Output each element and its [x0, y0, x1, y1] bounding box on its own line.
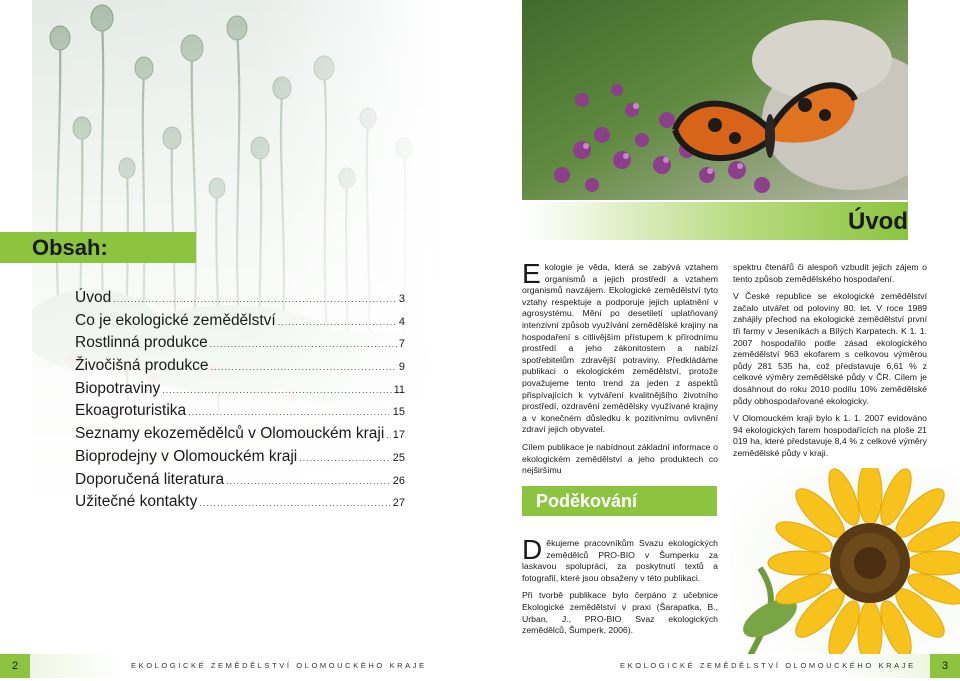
toc-item-label: Seznamy ekozemědělců v Olomouckém kraji	[75, 425, 385, 443]
toc-item-page: 9	[398, 361, 405, 374]
intro-paragraph-4: V České republice se ekologické zemědělství začalo utvářet od poloviny 80. let. V roce 1989 zahájily přechod na ekologické zemědělství první tři farmy v Jeseníkách a Bílých Karpatech. K 1. 1. 2007 hospodařilo podle zásad ekologického zemědělství 963 ekofarem s celkovou výměrou půdy 281 535 ha, což představuje 6,61 % z celkové výměry zemědělské půdy v ČR. Cílem je dosáhnout do roku 2010 podílu 10% zemědělské půdy obhospodařované ekologicky.	[733, 291, 927, 406]
toc-item-page: 4	[398, 315, 405, 328]
toc-leader-dots	[299, 453, 390, 463]
toc-item-label: Živočišná produkce	[75, 357, 209, 375]
toc-leader-dots	[113, 294, 397, 304]
toc-leader-dots	[210, 339, 397, 349]
toc-item[interactable]	[75, 402, 405, 425]
toc-leader-dots	[386, 430, 390, 440]
thanks-paragraph-2: Při tvorbě publikace bylo čerpáno z učebnice Ekologické zemědělství v praxi (Šarapatka, B., Urban, J., PRO-BIO Svaz ekologických zemědělců, Šumperk, 2006).	[522, 590, 718, 636]
intro-column-2	[733, 262, 927, 466]
intro-paragraph-2: Cílem publikace je nabídnout základní informace o ekologickém zemědělství a jeho produktech co nejširšímu	[522, 441, 718, 476]
toc-item[interactable]	[75, 425, 405, 448]
toc-item-page: 7	[398, 338, 405, 351]
sunflower-photo	[730, 468, 960, 656]
toc-leader-dots	[188, 407, 391, 417]
toc-leader-dots	[199, 498, 390, 508]
intro-text: kologie je věda, která se zabývá vztahem organismů a jejich prostředí a vztahem organismů navzájem. Ekologické zemědělství tyto vztahy respektuje a podporuje jejich uplatnění v agrosystému. Mění po desetiletí uplatňovaný intenzivní způsob využívání zemědělské krajiny na hospodaření s citlivějším přístupem k přírodnímu prostředí a jeho zákonitostem a nabízí spotřebitelům zdravější potraviny. Předkládáme publikaci o ekologickém zemědělství, protože považujeme tento trend za jeden z aspektů přispívajících k vytváření kvalitnějšího životního prostředí, ozdravění zemědělsky využívané krajiny a v konečném důsledku k pozitivnímu ovlivnění zdraví jejich obyvatel.	[522, 262, 718, 435]
toc-item-page: 11	[393, 383, 405, 396]
toc-item-page: 15	[392, 406, 405, 419]
toc-item[interactable]	[75, 357, 405, 380]
toc-leader-dots	[211, 362, 397, 372]
intro-paragraph-3: spektru čtenářů či alespoň vzbudit jejich zájem o tento způsob zemědělského hospodaření.	[733, 262, 927, 284]
page-number-left: 2	[0, 654, 30, 678]
toc-item[interactable]	[75, 380, 405, 403]
thanks-text: ěkujeme pracovníkům Svazu ekologických zemědělců PRO-BIO v Šumperku za laskavou spolupráci, za poskytnutí textů a fotografií, které jsou obsaženy v této publikaci.	[522, 538, 718, 583]
toc-item-page: 26	[392, 474, 405, 487]
thanks-column	[522, 534, 718, 643]
thanks-title: Poděkování	[536, 491, 638, 511]
toc-item-page: 3	[398, 293, 405, 305]
toc-item[interactable]	[75, 312, 405, 335]
toc-item[interactable]	[75, 493, 405, 516]
toc-leader-dots	[278, 317, 397, 327]
toc-leader-dots	[226, 476, 391, 486]
intro-paragraph-5: V Olomouckém kraji bylo k 1. 1. 2007 evidováno 94 ekologických farem hospodařících na ploše 21 019 ha, které představuje 8,4 % z celkové výměry zemědělské půdy v kraji.	[733, 413, 927, 458]
butterfly-on-flowers-photo	[522, 0, 908, 200]
footer-running-title-right: EKOLOGICKÉ ZEMĚDĚLSTVÍ OLOMOUCKÉHO KRAJE	[620, 661, 916, 670]
toc-item-label: Ekoagroturistika	[75, 402, 187, 420]
page-title: Úvod	[848, 208, 908, 235]
right-page	[480, 0, 960, 681]
intro-column-1	[522, 258, 718, 483]
toc-item-page: 17	[392, 429, 405, 442]
toc-item-label: Doporučená literatura	[75, 470, 225, 488]
toc-item[interactable]	[75, 471, 405, 494]
toc-item-label: Úvod	[75, 289, 112, 306]
toc-item-page: 25	[392, 451, 405, 464]
dropcap: E	[522, 258, 541, 289]
toc-item-label: Biopotraviny	[75, 379, 161, 397]
table-of-contents	[75, 289, 405, 516]
footer-running-title-left: EKOLOGICKÉ ZEMĚDĚLSTVÍ OLOMOUCKÉHO KRAJE	[131, 661, 427, 670]
toc-item-label: Bioprodejny v Olomouckém kraji	[75, 447, 298, 465]
dropcap: D	[522, 534, 543, 565]
page-number-right: 3	[930, 654, 960, 678]
toc-leader-dots	[162, 385, 391, 395]
toc-item[interactable]	[75, 289, 405, 312]
toc-item-label: Rostlinná produkce	[75, 334, 208, 352]
toc-item[interactable]	[75, 448, 405, 471]
thanks-paragraph-1	[522, 534, 718, 584]
toc-item-label: Co je ekologické zemědělství	[75, 311, 276, 329]
toc-item[interactable]	[75, 334, 405, 357]
intro-paragraph-1	[522, 258, 718, 436]
toc-item-page: 27	[392, 497, 405, 510]
toc-title: Obsah:	[32, 235, 108, 260]
toc-item-label: Užitečné kontakty	[75, 493, 198, 511]
